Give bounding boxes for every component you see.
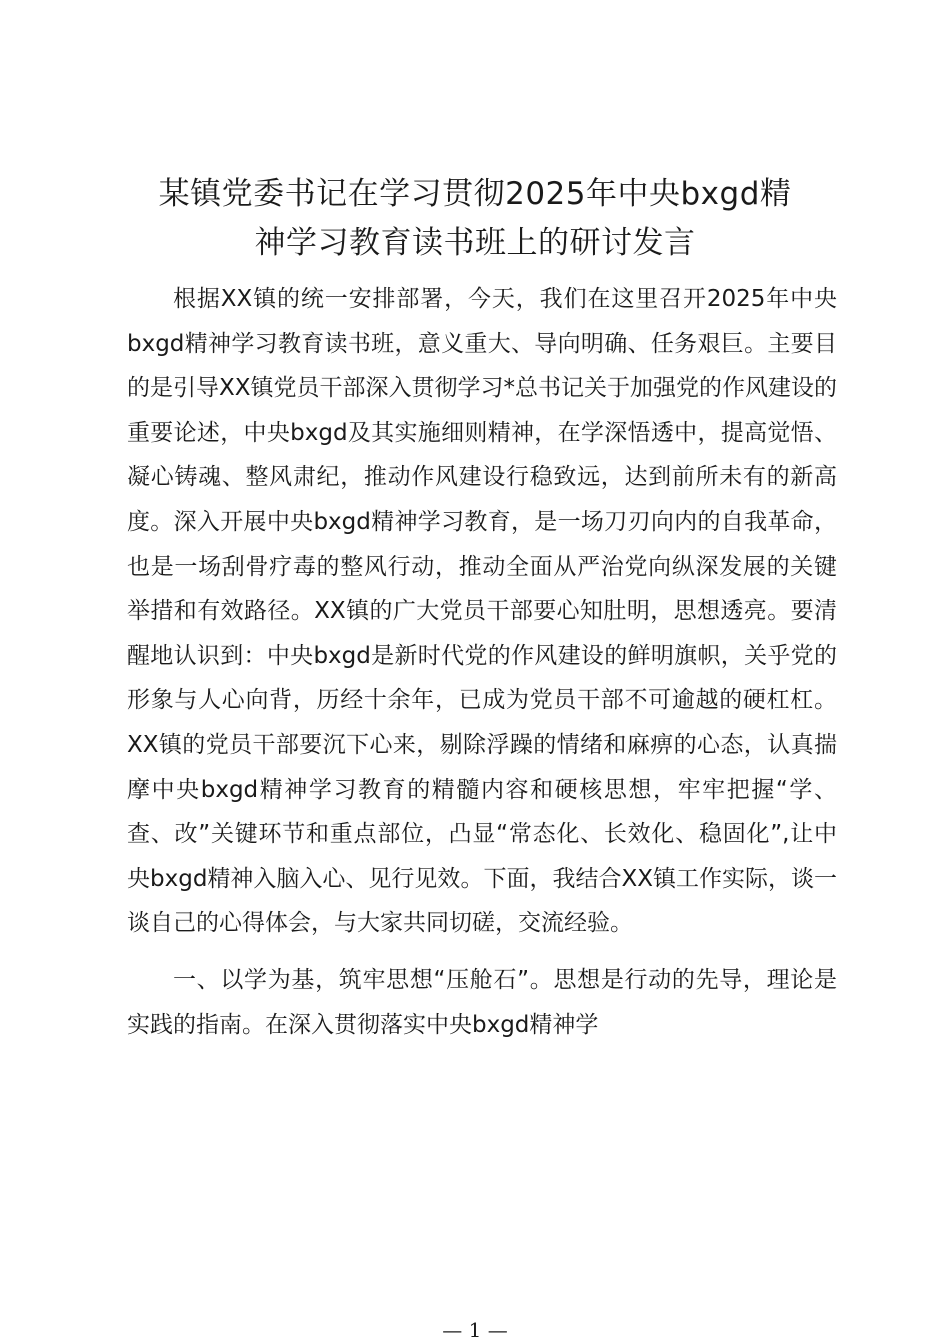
document-title	[110, 170, 840, 268]
page-number: — 1 —	[442, 1318, 508, 1342]
paragraph-section-one: 一、以学为基，筑牢思想“压舱石”。思想是行动的先导，理论是实践的指南。在深入贯彻落实中央bxgd精神学	[127, 966, 837, 1038]
title-line-1: 某镇党委书记在学习贯彻2025年中央bxgd精	[158, 176, 792, 212]
document-body	[127, 277, 837, 1047]
paragraph-intro: 根据XX镇的统一安排部署，今天，我们在这里召开2025年中央bxgd精神学习教育读书班，意义重大、导向明确、任务艰巨。主要目的是引导XX镇党员干部深入贯彻学习*总书记关于加强党的作风建设的重要论述，中央bxgd及其实施细则精神，在学深悟透中，提高觉悟、凝心铸魂、整风肃纪，推动作风建设行稳致远，达到前所未有的新高度。深入开展中央bxgd精神学习教育，是一场刀刃向内的自我革命，也是一场刮骨疗毒的整风行动，推动全面从严治党向纵深发展的关键举措和有效路径。XX镇的广大党员干部要心知肚明，思想透亮。要清醒地认识到：中央bxgd是新时代党的作风建设的鲜明旗帜，关乎党的形象与人心向背，历经十余年，已成为党员干部不可逾越的硬杠杠。XX镇的党员干部要沉下心来，剔除浮躁的情绪和麻痹的心态，认真揣摩中央bxgd精神学习教育的精髓内容和硬核思想，牢牢把握“学、查、改”关键环节和重点部位，凸显“常态化、长效化、稳固化”,让中央bxgd精神入脑入心、见行见效。下面，我结合XX镇工作实际，谈一谈自己的心得体会，与大家共同切磋，交流经验。	[127, 286, 838, 937]
title-line-2: 神学习教育读书班上的研讨发言	[254, 225, 696, 261]
